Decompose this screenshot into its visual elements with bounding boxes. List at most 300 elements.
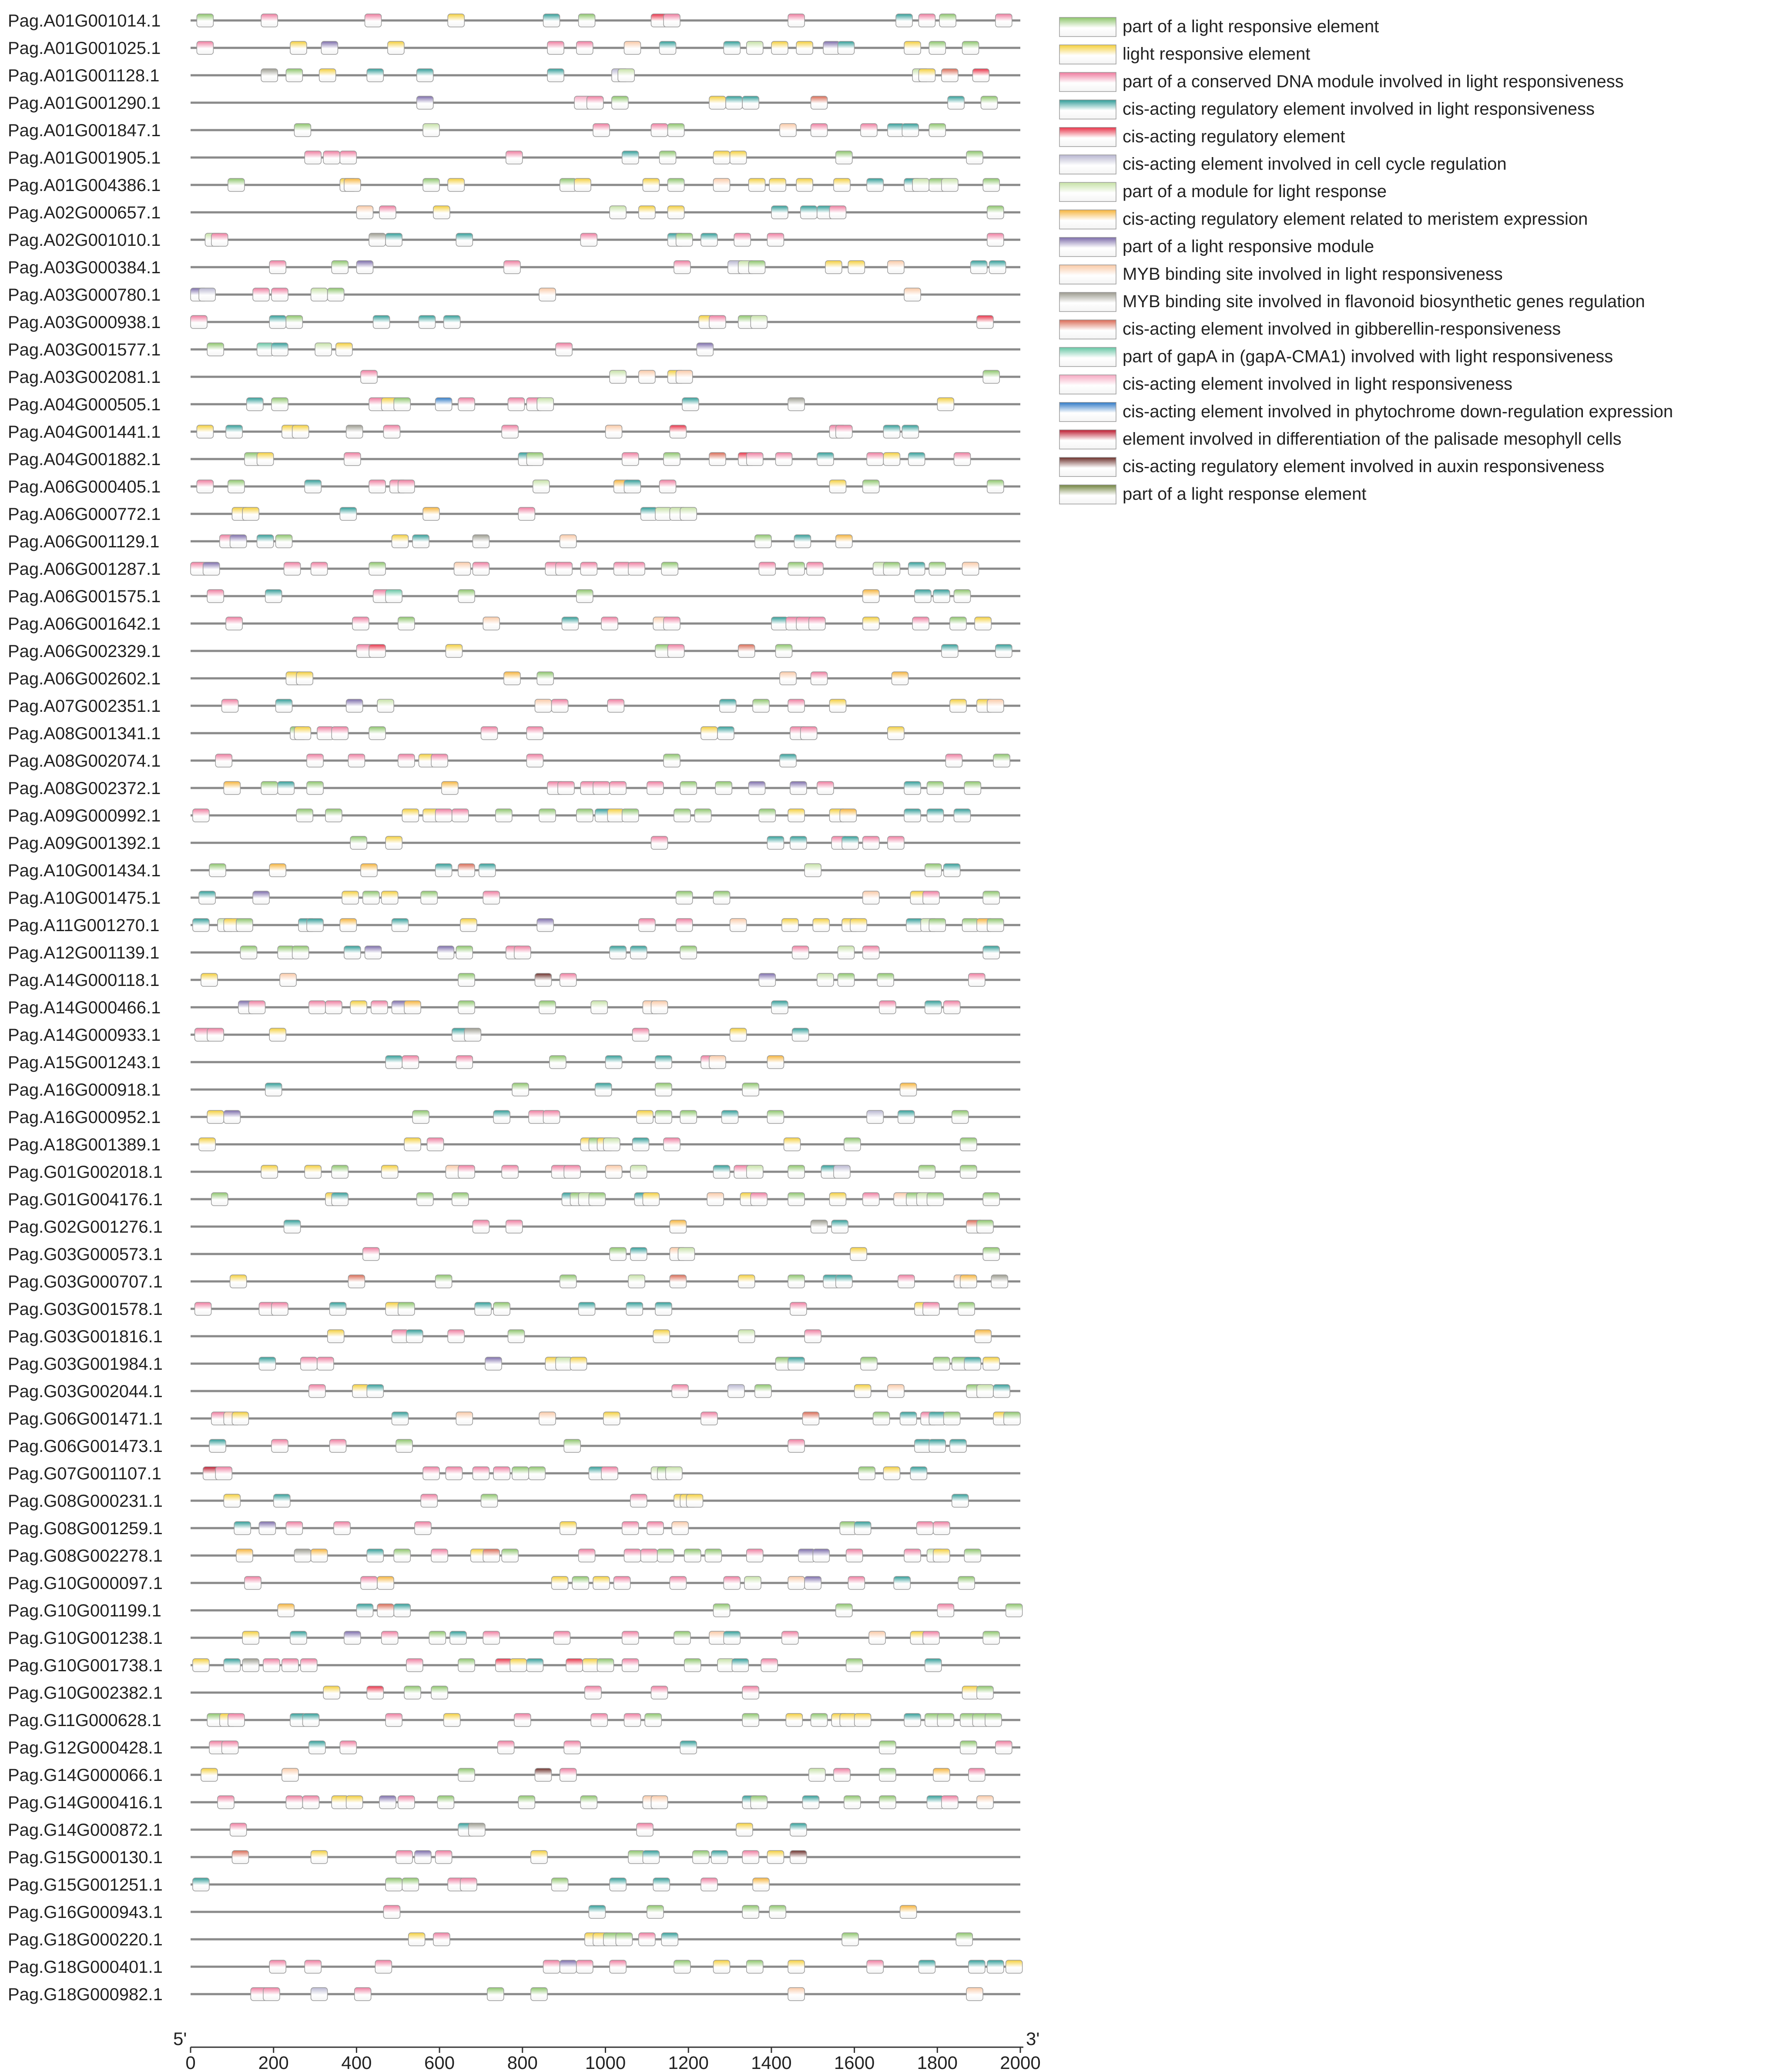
motif-box bbox=[960, 1165, 977, 1178]
motif-box bbox=[877, 973, 894, 986]
motif-box bbox=[933, 1522, 950, 1535]
motif-box bbox=[651, 1001, 667, 1014]
motif-box bbox=[809, 1768, 825, 1781]
motif-box bbox=[383, 425, 400, 438]
motif-box bbox=[987, 233, 1004, 246]
motif-box bbox=[742, 1083, 759, 1096]
motif-box bbox=[987, 1960, 1004, 1973]
motif-box bbox=[707, 1193, 724, 1206]
motif-box bbox=[670, 1275, 686, 1288]
motif-box bbox=[717, 1659, 734, 1672]
gene-row bbox=[8, 1985, 1020, 2004]
motif-box bbox=[454, 562, 471, 575]
motif-box bbox=[664, 754, 680, 767]
motif-box bbox=[904, 1549, 921, 1562]
motif-box bbox=[626, 1302, 643, 1315]
motif-box bbox=[769, 1905, 786, 1918]
motif-box bbox=[257, 343, 274, 356]
motif-box bbox=[344, 1631, 361, 1644]
gene-row bbox=[8, 1738, 1020, 1757]
gene-row bbox=[8, 1793, 1020, 1812]
motif-box bbox=[274, 1494, 290, 1507]
motif-box bbox=[286, 315, 302, 329]
motif-box bbox=[514, 946, 531, 959]
gene-row bbox=[8, 1766, 1020, 1785]
motif-box bbox=[423, 178, 439, 191]
motif-box bbox=[305, 480, 321, 493]
motif-box bbox=[207, 590, 224, 603]
motif-box bbox=[593, 781, 610, 795]
motif-box bbox=[657, 1549, 674, 1562]
gene-label: Pag.G06G001471.1 bbox=[8, 1409, 163, 1428]
motif-box bbox=[292, 425, 309, 438]
motif-box bbox=[261, 781, 278, 795]
motif-box bbox=[296, 809, 313, 822]
x-tick-label: 200 bbox=[258, 2052, 289, 2072]
motif-box bbox=[394, 1549, 410, 1562]
motif-box bbox=[423, 124, 439, 137]
motif-box bbox=[379, 206, 396, 219]
motif-box bbox=[429, 1631, 446, 1644]
motif-box bbox=[695, 809, 711, 822]
motif-box bbox=[674, 261, 691, 274]
legend-label: cis-acting regulatory element involved in auxin responsiveness bbox=[1123, 457, 1605, 476]
motif-box bbox=[711, 1851, 728, 1864]
motif-box bbox=[346, 699, 363, 712]
gene-label: Pag.G08G000231.1 bbox=[8, 1492, 163, 1511]
motif-box bbox=[614, 562, 630, 575]
motif-box bbox=[535, 973, 551, 986]
motif-box bbox=[738, 1275, 755, 1288]
motif-box bbox=[332, 1193, 348, 1206]
motif-box bbox=[437, 946, 454, 959]
motif-box bbox=[412, 1110, 429, 1123]
motif-box bbox=[278, 946, 294, 959]
motif-box bbox=[560, 1275, 577, 1288]
motif-box bbox=[861, 124, 877, 137]
motif-box bbox=[276, 535, 292, 548]
motif-box bbox=[211, 1193, 228, 1206]
motif-box bbox=[738, 1330, 755, 1343]
motif-box bbox=[802, 1796, 819, 1809]
motif-box bbox=[817, 973, 834, 986]
motif-box bbox=[983, 1357, 999, 1370]
motif-box bbox=[483, 617, 499, 630]
gene-row bbox=[8, 39, 1020, 58]
motif-box bbox=[811, 1713, 828, 1727]
motif-box bbox=[958, 1302, 975, 1315]
motif-box bbox=[539, 288, 556, 301]
motif-box bbox=[751, 1796, 767, 1809]
x-tick-label: 400 bbox=[341, 2052, 372, 2072]
gene-row bbox=[8, 560, 1020, 579]
motif-box bbox=[199, 288, 215, 301]
motif-box bbox=[858, 1467, 875, 1480]
motif-box bbox=[496, 1659, 512, 1672]
motif-box bbox=[552, 1576, 568, 1589]
motif-box bbox=[888, 727, 904, 740]
motif-box bbox=[744, 1576, 761, 1589]
gene-row bbox=[8, 1409, 1020, 1428]
gene-label: Pag.G14G000872.1 bbox=[8, 1821, 163, 1840]
motif-box bbox=[790, 1823, 807, 1836]
motif-box bbox=[365, 14, 382, 27]
motif-box bbox=[653, 1330, 670, 1343]
motif-box bbox=[564, 1741, 580, 1754]
motif-box bbox=[1004, 1412, 1020, 1425]
legend-label: MYB binding site involved in light responsiveness bbox=[1123, 264, 1503, 284]
gene-label: Pag.G10G001199.1 bbox=[8, 1601, 161, 1620]
motif-box bbox=[526, 727, 543, 740]
motif-box bbox=[369, 480, 385, 493]
motif-box bbox=[269, 315, 286, 329]
motif-box bbox=[761, 1659, 778, 1672]
motif-box bbox=[552, 1878, 568, 1891]
motif-box bbox=[232, 1412, 248, 1425]
motif-box bbox=[508, 398, 524, 411]
motif-box bbox=[846, 1659, 863, 1672]
motif-box bbox=[680, 946, 697, 959]
motif-box bbox=[989, 261, 1006, 274]
motif-box bbox=[560, 535, 577, 548]
gene-label: Pag.G03G000573.1 bbox=[8, 1245, 163, 1264]
motif-box bbox=[377, 699, 394, 712]
motif-box bbox=[209, 864, 226, 877]
motif-box bbox=[280, 973, 296, 986]
motif-box bbox=[286, 1522, 302, 1535]
legend-label: part of a light responsive element bbox=[1123, 17, 1379, 36]
gene-label: Pag.A06G000772.1 bbox=[8, 505, 161, 524]
motif-box bbox=[863, 617, 879, 630]
legend-item bbox=[1059, 237, 1374, 257]
motif-box bbox=[670, 425, 686, 438]
motif-box bbox=[687, 1494, 703, 1507]
motif-box bbox=[724, 1631, 740, 1644]
motif-box bbox=[742, 1851, 759, 1864]
motif-box bbox=[502, 1165, 518, 1178]
motif-box bbox=[311, 288, 328, 301]
motif-box bbox=[709, 1056, 726, 1069]
motif-box bbox=[840, 1522, 856, 1535]
motif-box bbox=[742, 96, 759, 109]
motif-box bbox=[332, 261, 348, 274]
motif-box bbox=[747, 1960, 763, 1973]
motif-box bbox=[840, 809, 856, 822]
motif-box bbox=[937, 1713, 954, 1727]
motif-box bbox=[720, 699, 736, 712]
motif-box bbox=[396, 1851, 412, 1864]
motif-box bbox=[660, 480, 676, 493]
gene-row bbox=[8, 1821, 1020, 1840]
motif-box bbox=[964, 781, 981, 795]
gene-label: Pag.G10G002382.1 bbox=[8, 1683, 163, 1703]
motif-box bbox=[402, 1878, 419, 1891]
motif-box bbox=[883, 425, 900, 438]
motif-box bbox=[817, 781, 834, 795]
motif-box bbox=[805, 1576, 821, 1589]
motif-box bbox=[356, 1604, 373, 1617]
motif-box bbox=[678, 1247, 694, 1261]
motif-box bbox=[473, 562, 489, 575]
motif-box bbox=[493, 1302, 510, 1315]
motif-box bbox=[969, 1960, 985, 1973]
motif-box bbox=[385, 590, 402, 603]
motif-box bbox=[504, 672, 520, 685]
motif-box bbox=[458, 864, 475, 877]
motif-box bbox=[607, 699, 624, 712]
legend-label: part of a light responsive module bbox=[1123, 237, 1374, 256]
gene-label: Pag.A02G001010.1 bbox=[8, 231, 161, 250]
legend-label: cis-acting regulatory element related to meristem expression bbox=[1123, 209, 1588, 229]
motif-box bbox=[284, 562, 301, 575]
motif-box bbox=[622, 1659, 639, 1672]
motif-box bbox=[529, 1467, 545, 1480]
motif-box bbox=[643, 178, 659, 191]
motif-box bbox=[794, 535, 811, 548]
motif-box bbox=[929, 919, 945, 932]
gene-row bbox=[8, 1711, 1020, 1730]
motif-box bbox=[738, 644, 755, 657]
motif-box bbox=[987, 919, 1004, 932]
motif-box bbox=[340, 507, 356, 520]
motif-box bbox=[392, 1412, 409, 1425]
motif-box bbox=[836, 535, 852, 548]
motif-box bbox=[340, 919, 356, 932]
motif-box bbox=[676, 233, 693, 246]
legend-label: cis-acting element involved in gibberellin-responsiveness bbox=[1123, 319, 1561, 339]
motif-box bbox=[923, 1302, 939, 1315]
motif-box bbox=[315, 343, 332, 356]
motif-box bbox=[834, 178, 850, 191]
motif-box bbox=[379, 1796, 396, 1809]
motif-box bbox=[898, 1275, 915, 1288]
motif-box bbox=[701, 1412, 717, 1425]
motif-box bbox=[776, 644, 792, 657]
motif-box bbox=[933, 590, 950, 603]
motif-box bbox=[996, 1741, 1012, 1754]
motif-box bbox=[234, 1522, 251, 1535]
gene-row bbox=[8, 888, 1020, 908]
motif-box bbox=[996, 644, 1012, 657]
motif-box bbox=[701, 1878, 717, 1891]
motif-box bbox=[829, 699, 846, 712]
motif-box bbox=[780, 124, 796, 137]
motif-box bbox=[742, 1713, 759, 1727]
motif-box bbox=[305, 151, 321, 164]
motif-box bbox=[383, 1905, 400, 1918]
motif-box bbox=[792, 946, 809, 959]
gene-label: Pag.A08G002372.1 bbox=[8, 779, 161, 798]
gene-row bbox=[8, 1848, 1020, 1867]
motif-box bbox=[367, 1686, 383, 1699]
motif-box bbox=[539, 1001, 556, 1014]
motif-box bbox=[751, 1193, 767, 1206]
motif-box bbox=[701, 233, 717, 246]
motif-box bbox=[193, 1659, 209, 1672]
motif-box bbox=[958, 1576, 975, 1589]
motif-box bbox=[933, 1357, 950, 1370]
motif-box bbox=[579, 1302, 595, 1315]
motif-box bbox=[624, 480, 640, 493]
motif-box bbox=[850, 919, 867, 932]
x-tick-label: 600 bbox=[424, 2052, 455, 2072]
motif-box bbox=[817, 453, 834, 466]
gene-row bbox=[8, 724, 1020, 743]
motif-box bbox=[385, 836, 402, 849]
gene-row bbox=[8, 614, 1020, 634]
motif-box bbox=[539, 1412, 556, 1425]
motif-box bbox=[639, 206, 655, 219]
motif-box bbox=[286, 69, 302, 82]
gene-row bbox=[8, 751, 1020, 771]
motif-box bbox=[550, 1056, 566, 1069]
legend-swatch bbox=[1059, 292, 1116, 312]
motif-box bbox=[350, 1001, 367, 1014]
motif-box bbox=[272, 1439, 288, 1452]
motif-box bbox=[639, 1933, 655, 1946]
motif-box bbox=[402, 1056, 419, 1069]
legend-item bbox=[1059, 209, 1588, 229]
motif-box bbox=[867, 178, 883, 191]
motif-box bbox=[442, 781, 458, 795]
motif-box bbox=[960, 1275, 977, 1288]
motif-box bbox=[580, 233, 597, 246]
gene-label: Pag.A06G002602.1 bbox=[8, 669, 161, 688]
motif-box bbox=[369, 233, 385, 246]
motif-box bbox=[969, 1768, 985, 1781]
gene-row bbox=[8, 395, 1020, 414]
legend-swatch bbox=[1059, 457, 1116, 476]
motif-box bbox=[257, 535, 274, 548]
motif-box bbox=[863, 480, 879, 493]
motif-box bbox=[412, 535, 429, 548]
motif-box bbox=[436, 864, 452, 877]
motif-box bbox=[363, 1247, 379, 1261]
motif-box bbox=[350, 836, 367, 849]
legend-label: part of a light response element bbox=[1123, 484, 1367, 504]
motif-box bbox=[610, 1878, 626, 1891]
motif-box bbox=[589, 1905, 605, 1918]
motif-box bbox=[927, 809, 944, 822]
motif-box bbox=[906, 919, 923, 932]
gene-row bbox=[8, 1272, 1020, 1291]
motif-box bbox=[790, 1851, 807, 1864]
motif-box bbox=[323, 151, 340, 164]
motif-box bbox=[276, 699, 292, 712]
motif-box bbox=[879, 1001, 896, 1014]
motif-box bbox=[224, 1110, 240, 1123]
motif-box bbox=[369, 727, 385, 740]
motif-box bbox=[311, 1851, 328, 1864]
motif-box bbox=[788, 1988, 805, 2001]
gene-row bbox=[8, 1574, 1020, 1593]
gene-row bbox=[8, 231, 1020, 250]
motif-box bbox=[807, 562, 823, 575]
gene-label: Pag.G12G000428.1 bbox=[8, 1738, 163, 1757]
motif-box bbox=[514, 1713, 531, 1727]
motif-box bbox=[392, 535, 409, 548]
motif-box bbox=[433, 1933, 450, 1946]
motif-box bbox=[325, 1001, 342, 1014]
gene-label: Pag.G15G001251.1 bbox=[8, 1875, 163, 1894]
motif-box bbox=[829, 1193, 846, 1206]
motif-box bbox=[483, 1631, 499, 1644]
motif-box bbox=[759, 973, 775, 986]
motif-box bbox=[319, 69, 336, 82]
motif-box bbox=[713, 1165, 730, 1178]
motif-box bbox=[908, 562, 925, 575]
motif-box bbox=[448, 14, 464, 27]
motif-box bbox=[788, 14, 805, 27]
motif-box bbox=[305, 1960, 321, 1973]
motif-box bbox=[311, 1988, 328, 2001]
motif-box bbox=[560, 1960, 577, 1973]
motif-box bbox=[904, 781, 921, 795]
motif-box bbox=[829, 480, 846, 493]
motif-box bbox=[610, 781, 626, 795]
motif-box bbox=[888, 124, 904, 137]
motif-box bbox=[788, 1193, 805, 1206]
motif-box bbox=[867, 1110, 883, 1123]
motif-box bbox=[452, 809, 469, 822]
motif-box bbox=[981, 96, 997, 109]
motif-box bbox=[377, 1576, 394, 1589]
motif-box bbox=[855, 1713, 871, 1727]
motif-box bbox=[985, 1713, 1002, 1727]
motif-box bbox=[709, 96, 726, 109]
motif-box bbox=[591, 1001, 607, 1014]
motif-box bbox=[303, 1713, 319, 1727]
gene-label: Pag.A04G001882.1 bbox=[8, 450, 161, 469]
motif-box bbox=[960, 1138, 977, 1151]
motif-box bbox=[481, 727, 498, 740]
motif-box bbox=[382, 1631, 398, 1644]
motif-box bbox=[962, 41, 979, 54]
motif-box bbox=[954, 453, 971, 466]
motif-box bbox=[717, 727, 734, 740]
motif-box bbox=[579, 14, 595, 27]
axis-start-label: 5' bbox=[173, 2028, 187, 2049]
motif-box bbox=[496, 809, 512, 822]
motif-box bbox=[904, 288, 921, 301]
motif-box bbox=[348, 754, 365, 767]
motif-box bbox=[713, 1604, 730, 1617]
motif-box bbox=[450, 1631, 466, 1644]
gene-row bbox=[8, 1355, 1020, 1374]
motif-box bbox=[838, 41, 855, 54]
gene-label: Pag.G06G001473.1 bbox=[8, 1437, 163, 1456]
motif-box bbox=[261, 1165, 278, 1178]
motif-box bbox=[618, 69, 634, 82]
gene-label: Pag.G07G001107.1 bbox=[8, 1464, 161, 1483]
motif-box bbox=[543, 1960, 560, 1973]
motif-box bbox=[431, 1549, 448, 1562]
motif-box bbox=[983, 178, 999, 191]
motif-box bbox=[311, 562, 328, 575]
gene-label: Pag.G14G000416.1 bbox=[8, 1793, 163, 1812]
motif-box bbox=[628, 1275, 645, 1288]
motif-box bbox=[776, 453, 792, 466]
legend bbox=[1059, 17, 1673, 504]
motif-box bbox=[431, 754, 448, 767]
gene-label: Pag.A02G000657.1 bbox=[8, 203, 161, 222]
motif-box bbox=[651, 1686, 667, 1699]
motif-box bbox=[317, 1357, 334, 1370]
motif-box bbox=[674, 809, 691, 822]
legend-swatch bbox=[1059, 100, 1116, 119]
motif-box bbox=[788, 1439, 805, 1452]
motif-box bbox=[942, 644, 958, 657]
